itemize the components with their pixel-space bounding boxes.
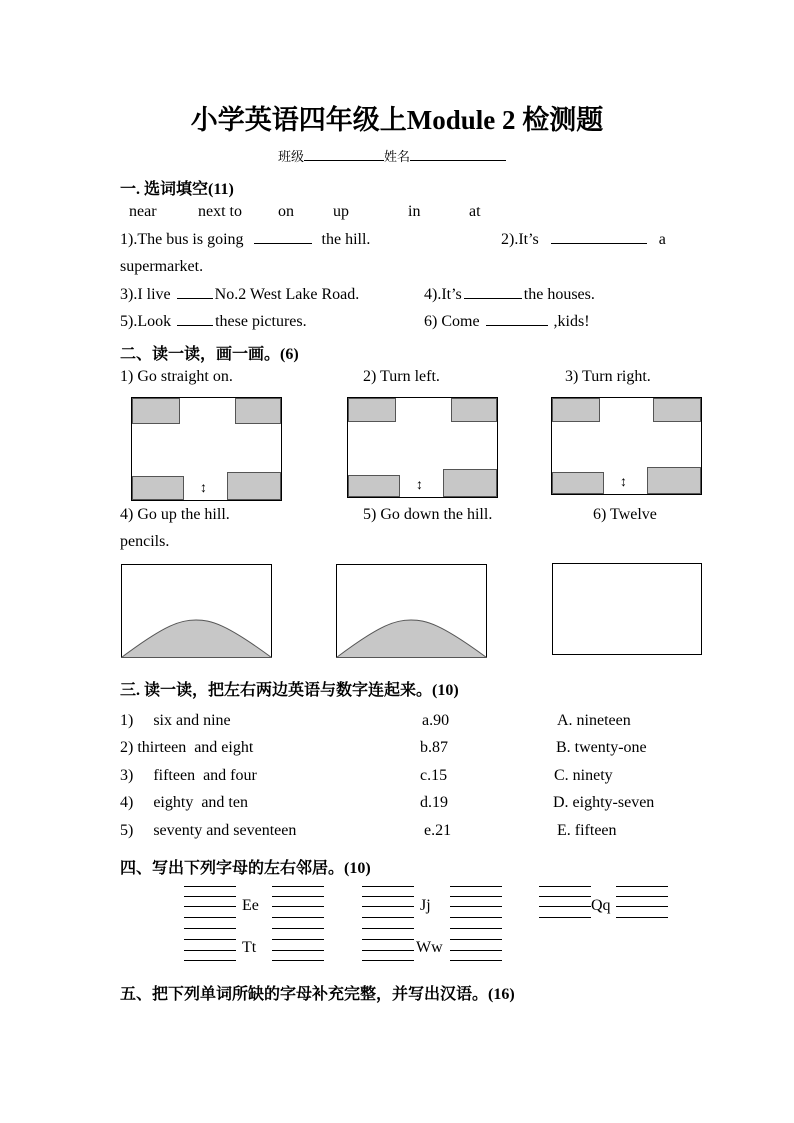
answer-line[interactable] xyxy=(616,896,668,897)
question-3-text-end: No.2 West Lake Road. xyxy=(214,286,360,303)
answer-line[interactable] xyxy=(362,928,414,929)
answer-line[interactable] xyxy=(184,928,236,929)
question-4-text-end: the houses. xyxy=(523,286,595,303)
up-down-arrow-icon: ↕ xyxy=(200,481,207,496)
answer-line[interactable] xyxy=(450,906,502,907)
hill-drawing-box-1[interactable] xyxy=(121,564,272,658)
up-down-arrow-icon: ↕ xyxy=(416,478,423,493)
word-option: near xyxy=(129,203,157,220)
answer-line[interactable] xyxy=(539,886,591,887)
question-5-text: 5).Look xyxy=(120,313,172,330)
question-6-text-end: ,kids! xyxy=(553,313,590,330)
answer-line[interactable] xyxy=(272,906,324,907)
class-name-line xyxy=(278,146,506,165)
match-right-item: C. ninety xyxy=(554,767,613,784)
crossroad-map-2[interactable] xyxy=(347,397,498,498)
hill-drawing-box-2[interactable] xyxy=(336,564,487,658)
building-block xyxy=(348,398,396,422)
class-blank[interactable] xyxy=(304,148,384,161)
question-1 xyxy=(120,231,370,249)
up-down-arrow-icon: ↕ xyxy=(620,475,627,490)
question-2-continued: supermarket. xyxy=(120,258,204,275)
question-4-blank[interactable] xyxy=(464,286,522,299)
building-block xyxy=(132,476,184,500)
answer-line[interactable] xyxy=(450,928,502,929)
answer-line[interactable] xyxy=(184,886,236,887)
answer-line[interactable] xyxy=(362,960,414,961)
answer-line[interactable] xyxy=(272,950,324,951)
answer-line[interactable] xyxy=(539,917,591,918)
drawing-instruction-4: 4) Go up the hill. xyxy=(120,506,230,523)
page-title: 小学英语四年级上Module 2 检测题 xyxy=(190,105,604,135)
answer-line[interactable] xyxy=(184,917,236,918)
answer-line[interactable] xyxy=(450,917,502,918)
question-1-text: 1).The bus is going xyxy=(120,231,244,248)
letter-jj: Jj xyxy=(420,897,431,914)
word-option: on xyxy=(278,203,294,220)
answer-line[interactable] xyxy=(272,886,324,887)
answer-line[interactable] xyxy=(184,950,236,951)
word-option: at xyxy=(469,203,481,220)
question-6-blank[interactable] xyxy=(486,313,548,326)
crossroad-map-3[interactable] xyxy=(551,397,702,495)
pencil-drawing-box[interactable] xyxy=(552,563,702,655)
match-middle-item: e.21 xyxy=(424,822,452,839)
drawing-instruction-6: 6) Twelve xyxy=(593,506,657,523)
match-middle-item: a.90 xyxy=(422,712,450,729)
answer-line[interactable] xyxy=(272,928,324,929)
answer-line[interactable] xyxy=(272,917,324,918)
answer-line[interactable] xyxy=(450,896,502,897)
answer-line[interactable] xyxy=(616,906,668,907)
answer-line[interactable] xyxy=(616,886,668,887)
answer-line[interactable] xyxy=(272,939,324,940)
building-block xyxy=(227,472,281,500)
word-option: up xyxy=(333,203,349,220)
answer-line[interactable] xyxy=(539,906,591,907)
question-3-blank[interactable] xyxy=(177,286,213,299)
match-middle-item: d.19 xyxy=(420,794,448,811)
match-left-item: 2) thirteen and eight xyxy=(120,739,254,756)
crossroad-map-1[interactable] xyxy=(131,397,282,501)
answer-line[interactable] xyxy=(450,950,502,951)
section-4-heading: 四、写出下列字母的左右邻居。(10) xyxy=(120,860,371,877)
letter-tt: Tt xyxy=(242,939,257,956)
question-5-text-end: these pictures. xyxy=(215,313,307,330)
match-middle-item: b.87 xyxy=(420,739,448,756)
answer-line[interactable] xyxy=(272,960,324,961)
question-2-text: 2).It’s xyxy=(501,231,539,248)
letter-ee: Ee xyxy=(242,897,259,914)
match-left-item: 4) eighty and ten xyxy=(120,794,248,811)
match-left-item: 5) seventy and seventeen xyxy=(120,822,297,839)
building-block xyxy=(348,475,400,497)
match-middle-item: c.15 xyxy=(420,767,448,784)
name-label: 姓名 xyxy=(384,149,411,164)
section-3-heading: 三. 读一读，把左右两边英语与数字连起来。(10) xyxy=(120,682,459,699)
answer-line[interactable] xyxy=(616,917,668,918)
question-3-text: 3).I live xyxy=(120,286,171,303)
answer-line[interactable] xyxy=(184,896,236,897)
drawing-instruction-2: 2) Turn left. xyxy=(363,368,440,385)
class-label: 班级 xyxy=(278,149,305,164)
answer-line[interactable] xyxy=(184,939,236,940)
answer-line[interactable] xyxy=(450,960,502,961)
answer-line[interactable] xyxy=(362,906,414,907)
match-left-item: 3) fifteen and four xyxy=(120,767,257,784)
answer-line[interactable] xyxy=(362,950,414,951)
answer-line[interactable] xyxy=(272,896,324,897)
answer-line[interactable] xyxy=(450,886,502,887)
drawing-instruction-5: 5) Go down the hill. xyxy=(363,506,493,523)
drawing-instruction-6-continued: pencils. xyxy=(120,533,170,550)
answer-line[interactable] xyxy=(362,886,414,887)
drawing-instruction-1: 1) Go straight on. xyxy=(120,368,233,385)
match-right-item: E. fifteen xyxy=(557,822,617,839)
name-blank[interactable] xyxy=(410,148,506,161)
section-5-heading: 五、把下列单词所缺的字母补充完整，并写出汉语。(16) xyxy=(120,986,515,1003)
building-block xyxy=(443,469,497,497)
question-5-blank[interactable] xyxy=(177,313,213,326)
letter-ww: Ww xyxy=(416,939,443,956)
question-4 xyxy=(424,286,595,304)
building-block xyxy=(235,398,281,424)
question-2-blank[interactable] xyxy=(551,231,647,244)
building-block xyxy=(552,472,604,494)
question-6-text: 6) Come xyxy=(424,313,480,330)
building-block xyxy=(647,467,701,494)
answer-line[interactable] xyxy=(184,960,236,961)
question-1-text-end: the hill. xyxy=(321,231,371,248)
match-right-item: D. eighty-seven xyxy=(553,794,655,811)
section-2-heading: 二、读一读，画一画。(6) xyxy=(120,346,299,363)
question-2-text-end: a xyxy=(658,231,666,248)
building-block xyxy=(653,398,701,422)
question-3 xyxy=(120,286,359,304)
answer-line[interactable] xyxy=(184,906,236,907)
match-right-item: A. nineteen xyxy=(557,712,631,729)
answer-line[interactable] xyxy=(362,939,414,940)
section-1-heading: 一. 选词填空(11) xyxy=(120,181,234,198)
building-block xyxy=(451,398,497,422)
answer-line[interactable] xyxy=(539,896,591,897)
question-2 xyxy=(501,231,666,249)
match-left-item: 1) six and nine xyxy=(120,712,231,729)
word-option: next to xyxy=(198,203,242,220)
word-option: in xyxy=(408,203,421,220)
building-block xyxy=(552,398,600,422)
question-5 xyxy=(120,313,307,331)
letter-qq: Qq xyxy=(591,897,611,914)
question-1-blank[interactable] xyxy=(254,231,312,244)
drawing-instruction-3: 3) Turn right. xyxy=(565,368,651,385)
match-right-item: B. twenty-one xyxy=(556,739,647,756)
answer-line[interactable] xyxy=(362,896,414,897)
answer-line[interactable] xyxy=(450,939,502,940)
answer-line[interactable] xyxy=(362,917,414,918)
building-block xyxy=(132,398,180,424)
question-6 xyxy=(424,313,590,331)
question-4-text: 4).It’s xyxy=(424,286,462,303)
